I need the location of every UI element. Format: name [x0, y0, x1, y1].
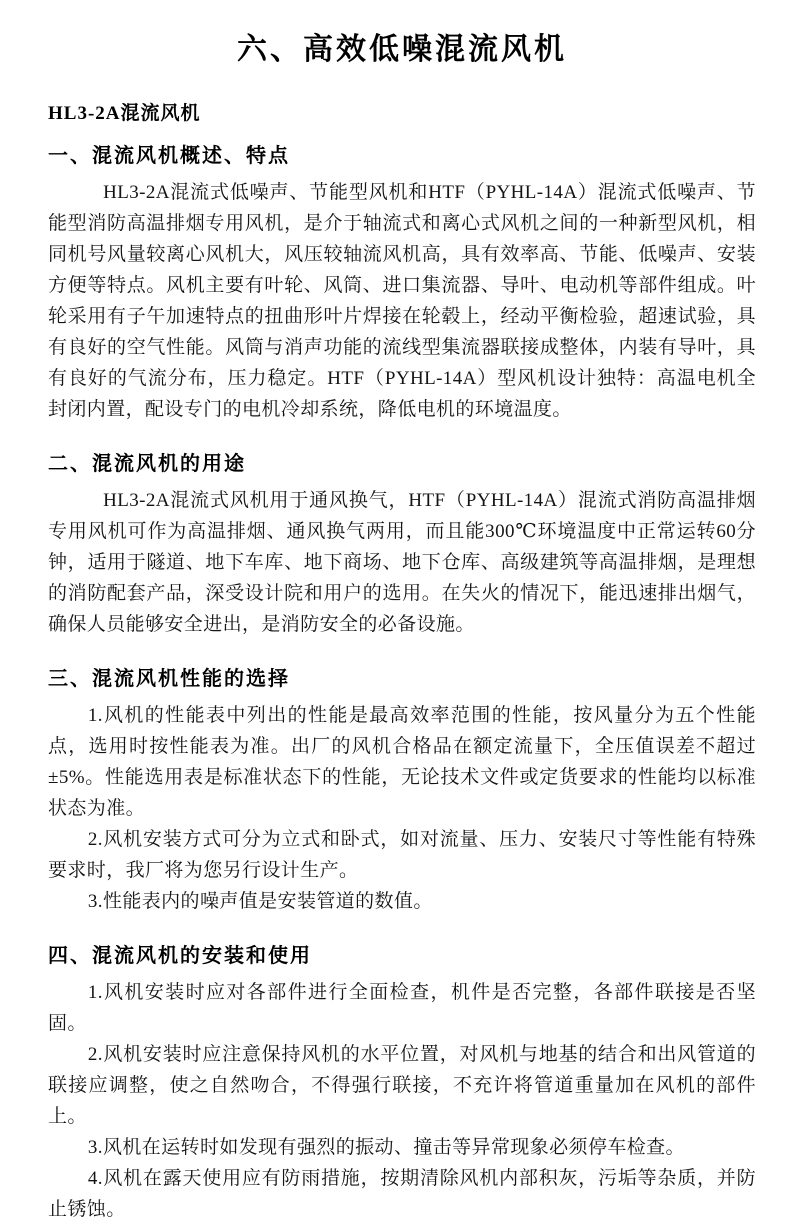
- paragraph-installation-item-3: 3.风机在运转时如发现有强烈的振动、撞击等异常现象必须停车检查。: [87, 1137, 685, 1158]
- section-heading-installation-usage: 四、混流风机的安装和使用: [48, 945, 312, 967]
- paragraph-performance-item-1: 1.风机的性能表中列出的性能是最高效率范围的性能，按风量分为五个性能点，选用时按性能表为准。出厂的风机合格品在额定流量下，全压值误差不超过±5%。性能选用表是标准状态下的性能，无论技术文件或定货要求的性能均以标准状态为准。: [48, 705, 756, 819]
- section-heading-performance-selection: 三、混流风机性能的选择: [48, 668, 290, 690]
- section-usage: [48, 447, 756, 640]
- section-heading-usage: 二、混流风机的用途: [48, 453, 246, 475]
- paragraph-installation-item-1: 1.风机安装时应对各部件进行全面检查，机件是否完整，各部件联接是否坚固。: [48, 982, 756, 1034]
- paragraph-installation-item-4: 4.风机在露天使用应有防雨措施，按期清除风机内部积灰，污垢等杂质，并防止锈蚀。: [48, 1168, 756, 1220]
- section-performance-selection: [48, 662, 756, 917]
- section-installation-usage: [48, 939, 756, 1225]
- section-heading-overview: 一、混流风机概述、特点: [48, 145, 290, 167]
- product-model-heading: HL3-2A混流风机: [48, 103, 201, 124]
- paragraph-installation-item-2: 2.风机安装时应注意保持风机的水平位置，对风机与地基的结合和出风管道的联接应调整，使之自然吻合，不得强行联接，不充许将管道重量加在风机的部件上。: [48, 1044, 756, 1127]
- section-overview: [48, 139, 756, 425]
- paragraph-usage: HL3-2A混流式风机用于通风换气，HTF（PYHL-14A）混流式消防高温排烟专用风机可作为高温排烟、通风换气两用，而且能300℃环境温度中正常运转60分钟，适用于隧道、地下车库、地下商场、地下仓库、高级建筑等高温排烟，是理想的消防配套产品，深受设计院和用户的选用。在失火的情况下，能迅速排出烟气，确保人员能够安全进出，是消防安全的必备设施。: [48, 490, 756, 635]
- paragraph-overview: HL3-2A混流式低噪声、节能型风机和HTF（PYHL-14A）混流式低噪声、节能型消防高温排烟专用风机，是介于轴流式和离心式风机之间的一种新型风机，相同机号风量较离心风机大，风压较轴流风机高，具有效率高、节能、低噪声、安装方便等特点。风机主要有叶轮、风筒、进口集流器、导叶、电动机等部件组成。叶轮采用有子午加速特点的扭曲形叶片焊接在轮毂上，经动平衡检验，超速试验，具有良好的空气性能。风筒与消声功能的流线型集流器联接成整体，内装有导叶，具有良好的气流分布，压力稳定。HTF（PYHL-14A）型风机设计独特：高温电机全封闭内置，配设专门的电机冷却系统，降低电机的环境温度。: [48, 182, 756, 420]
- paragraph-performance-item-3: 3.性能表内的噪声值是安装管道的数值。: [87, 891, 433, 912]
- paragraph-performance-item-2: 2.风机安装方式可分为立式和卧式，如对流量、压力、安装尺寸等性能有特殊要求时，我厂将为您另行设计生产。: [48, 829, 756, 881]
- page-title: 六、高效低噪混流风机: [237, 33, 567, 66]
